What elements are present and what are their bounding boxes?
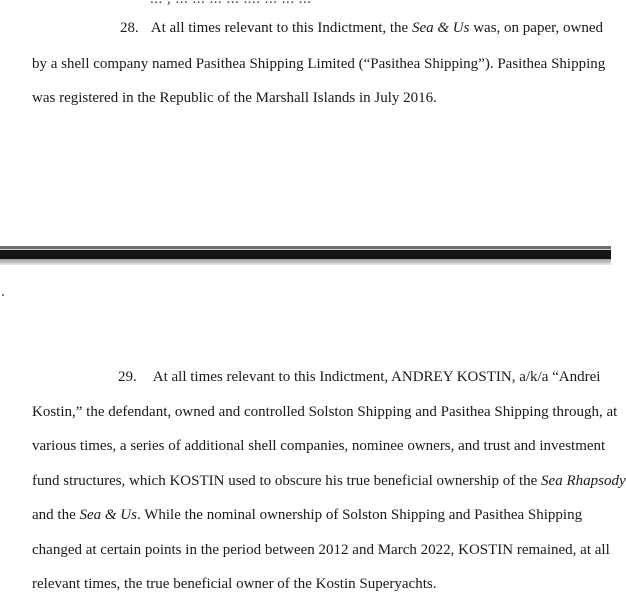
- cutoff-text-line: [150, 0, 480, 3]
- paragraph-29-line-7: relevant times, the true beneficial owner of the Kostin Superyachts.: [32, 576, 437, 592]
- page-divider-band: [0, 250, 611, 259]
- paragraph-28-line-3: was registered in the Republic of the Marshall Islands in July 2016.: [32, 90, 437, 106]
- paragraph-29-line-6: changed at certain points in the period between 2012 and March 2022, KOSTIN remained, at all: [32, 542, 610, 558]
- paragraph-29-line-2: Kostin,” the defendant, owned and controlled Solston Shipping and Pasithea Shipping through, at: [32, 404, 618, 420]
- paragraph-29-line-5: and the Sea & Us. While the nominal ownership of Solston Shipping and Pasithea Shipping: [32, 507, 583, 523]
- paragraph-29-line-3: various times, a series of additional shell companies, nominee owners, and trust and investment: [32, 438, 606, 454]
- paragraph-29-line-4: fund structures, which KOSTIN used to obscure his true beneficial ownership of the Sea Rhapsody: [32, 473, 626, 489]
- paragraph-28-line-1: 28. At all times relevant to this Indictment, the Sea & Us was, on paper, owned: [120, 20, 603, 36]
- paragraph-29-line-1: 29. At all times relevant to this Indictment, ANDREY KOSTIN, a/k/a “Andrei: [118, 369, 601, 385]
- paragraph-28-number: 28.: [120, 20, 139, 36]
- page-top-section: [0, 0, 611, 246]
- scan-speck: [2, 294, 4, 296]
- paragraph-29-number: 29.: [118, 369, 137, 385]
- paragraph-28-line-2: by a shell company named Pasithea Shipping Limited (“Pasithea Shipping”). Pasithea Shipping: [32, 56, 606, 72]
